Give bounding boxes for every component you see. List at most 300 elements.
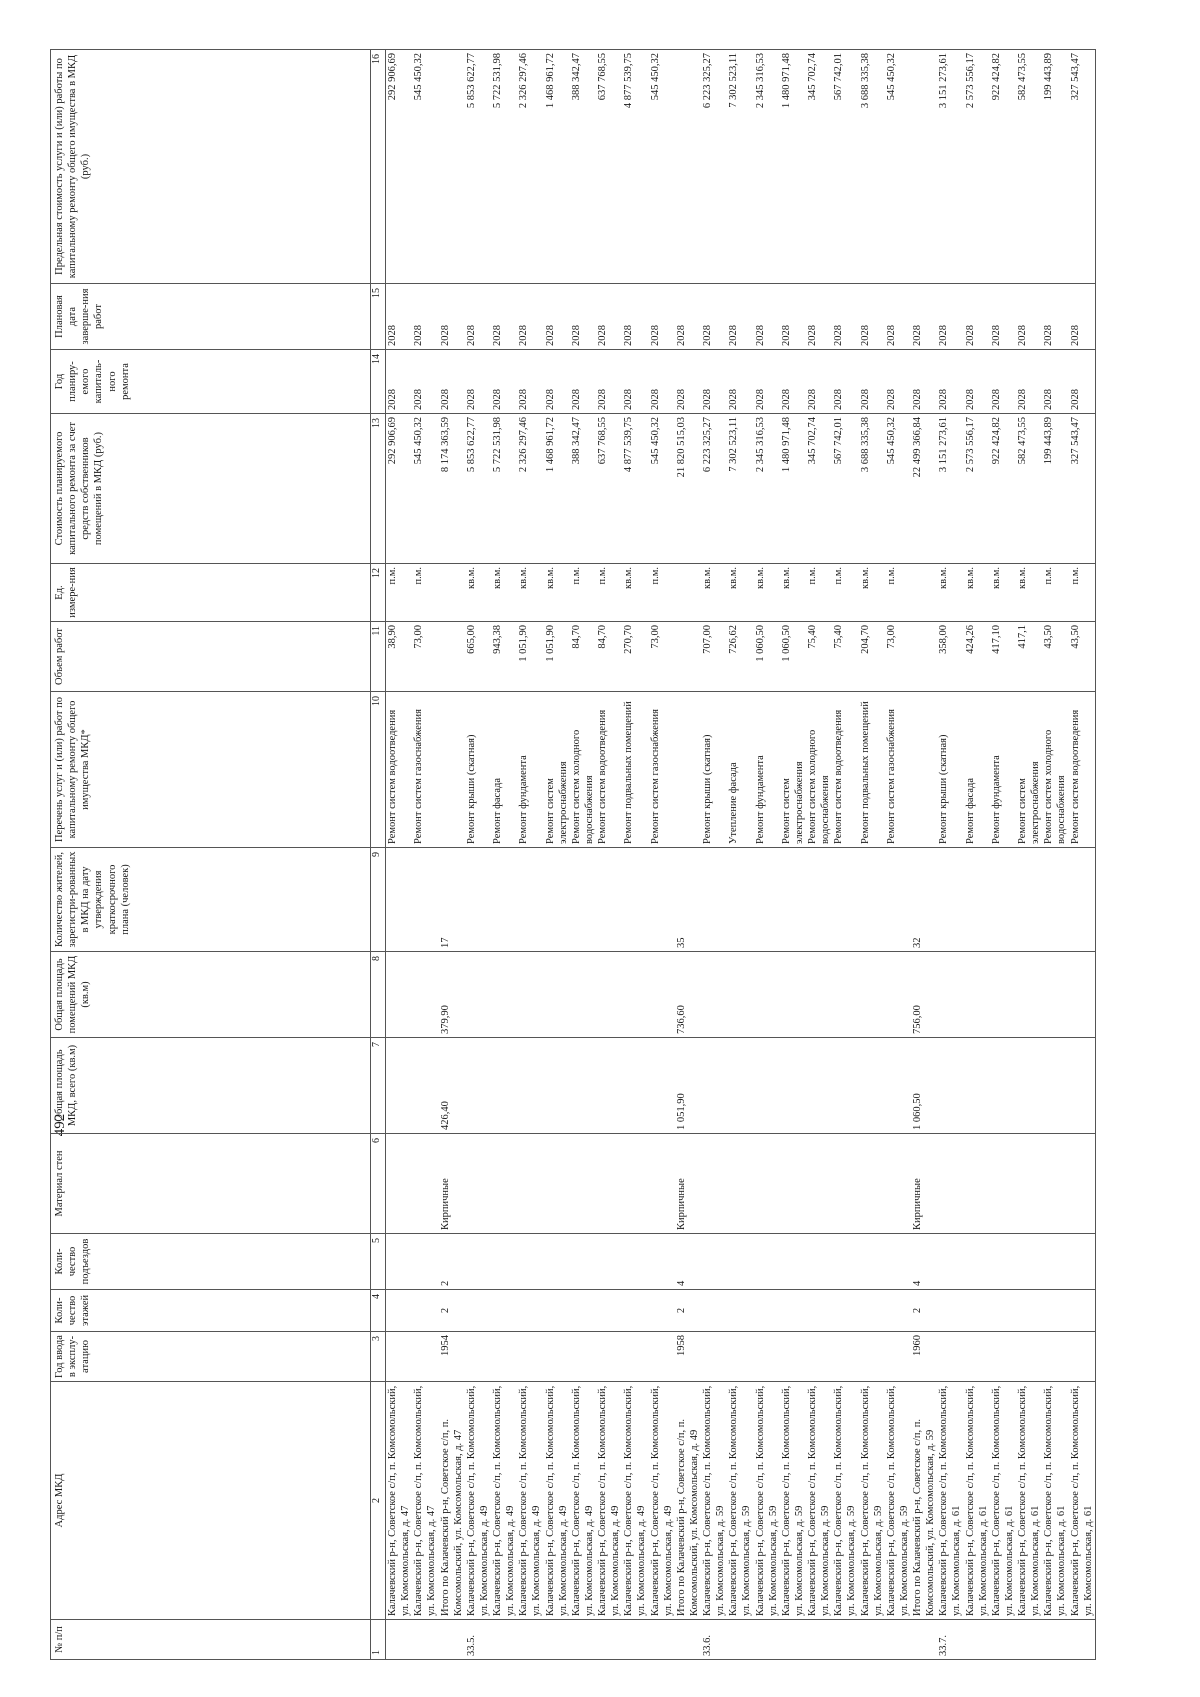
cost-cell: 582 473,55 [1016,414,1042,564]
volume-cell: 84,70 [570,622,596,692]
address-cell: Калачевский р-н, Советское с/п, п. Комсомольский, ул. Комсомольская, д. 49 [517,1382,543,1620]
end-date-cell: 2028 [491,284,517,350]
residents-cell [885,848,911,952]
column-number: 11 [371,622,386,692]
total-area-cell [1042,1038,1068,1134]
total-area-cell [1016,1038,1042,1134]
plan-year-cell: 2028 [649,350,675,414]
end-date-cell: 2028 [596,284,622,350]
unit-cell: кв.м. [859,564,885,622]
total-area-cell [386,1038,413,1134]
column-number: 5 [371,1234,386,1290]
material-cell [832,1134,858,1234]
work-type-cell: Ремонт систем газоснабжения [885,692,911,848]
plan-year-cell: 2028 [491,350,517,414]
residents-cell [832,848,858,952]
unit-cell: кв.м. [964,564,990,622]
volume-cell: 417,1 [1016,622,1042,692]
work-type-cell: Ремонт систем электроснабжения [780,692,806,848]
total-area-cell [491,1038,517,1134]
end-date-cell: 2028 [832,284,858,350]
work-type-cell: Ремонт фундамента [754,692,780,848]
plan-year-cell: 2028 [465,350,491,414]
cost-cell: 922 424,82 [990,414,1016,564]
floors-cell [990,1290,1016,1332]
year-cell [596,1332,622,1382]
unit-cell: кв.м. [701,564,727,622]
column-header: Материал стен [51,1134,371,1234]
rooms-area-cell [964,952,990,1038]
end-date-cell: 2028 [465,284,491,350]
year-cell [1042,1332,1068,1382]
max-cost-cell: 567 742,01 [832,50,858,284]
end-date-cell: 2028 [780,284,806,350]
volume-cell [675,622,701,692]
material-cell [517,1134,543,1234]
table-row [937,50,963,1660]
address-cell: Калачевский р-н, Советское с/п, п. Комсомольский, ул. Комсомольская, д. 59 [701,1382,727,1620]
residents-cell [544,848,570,952]
rooms-area-cell [832,952,858,1038]
volume-cell: 1 051,90 [517,622,543,692]
row-number: 33.5. [465,1620,491,1660]
residents-cell [649,848,675,952]
year-cell [806,1332,832,1382]
residents-cell [780,848,806,952]
end-date-cell: 2028 [675,284,701,350]
max-cost-cell: 345 702,74 [806,50,832,284]
cost-cell: 2 573 556,17 [964,414,990,564]
row-number [596,1620,622,1660]
volume-cell: 1 060,50 [754,622,780,692]
row-number [622,1620,648,1660]
table-row [911,50,937,1660]
rooms-area-cell [596,952,622,1038]
cost-cell: 567 742,01 [832,414,858,564]
end-date-cell: 2028 [649,284,675,350]
row-number [491,1620,517,1660]
material-cell: Кирпичные [911,1134,937,1234]
cost-cell: 3 688 335,38 [859,414,885,564]
row-number [859,1620,885,1660]
total-area-cell [465,1038,491,1134]
row-number [675,1620,701,1660]
year-cell [544,1332,570,1382]
total-area-cell [622,1038,648,1134]
column-number: 9 [371,848,386,952]
material-cell [1016,1134,1042,1234]
floors-cell [806,1290,832,1332]
end-date-cell: 2028 [386,284,413,350]
table-header [51,50,386,1660]
total-area-cell [596,1038,622,1134]
row-number [990,1620,1016,1660]
end-date-cell: 2028 [937,284,963,350]
max-cost-cell: 199 443,89 [1042,50,1068,284]
address-cell: Итого по Калачевский р-н, Советское с/п, п. Комсомольский, ул. Комсомольская, д. 59 [911,1382,937,1620]
rooms-area-cell [570,952,596,1038]
unit-cell [911,564,937,622]
volume-cell: 1 060,50 [780,622,806,692]
material-cell [964,1134,990,1234]
cost-cell: 7 302 523,11 [727,414,753,564]
entrances-cell [386,1234,413,1290]
plan-year-cell: 2028 [1016,350,1042,414]
floors-cell [465,1290,491,1332]
column-number: 14 [371,350,386,414]
column-header: Предельная стоимость услуги и (или) работы по капитальному ремонту общего имущества в МКД (руб.) [51,50,371,284]
address-cell: Калачевский р-н, Советское с/п, п. Комсомольский, ул. Комсомольская, д. 59 [859,1382,885,1620]
residents-cell: 17 [439,848,465,952]
column-header: Коли-чество этажей [51,1290,371,1332]
row-number [386,1620,413,1660]
year-cell [885,1332,911,1382]
work-type-cell: Ремонт систем водоотведения [832,692,858,848]
volume-cell: 73,00 [412,622,438,692]
total-area-cell [649,1038,675,1134]
plan-year-cell: 2028 [754,350,780,414]
plan-year-cell: 2028 [439,350,465,414]
total-area-cell [517,1038,543,1134]
unit-cell: п.м. [1042,564,1068,622]
address-cell: Калачевский р-н, Советское с/п, п. Комсомольский, ул. Комсомольская, д. 47 [386,1382,413,1620]
volume-cell: 75,40 [806,622,832,692]
cost-cell: 8 174 363,59 [439,414,465,564]
max-cost-cell [439,50,465,284]
total-area-cell: 1 051,90 [675,1038,701,1134]
work-type-cell: Ремонт систем электроснабжения [544,692,570,848]
volume-cell: 707,00 [701,622,727,692]
max-cost-cell: 388 342,47 [570,50,596,284]
volume-cell: 665,00 [465,622,491,692]
max-cost-cell: 582 473,55 [1016,50,1042,284]
rooms-area-cell [885,952,911,1038]
table-row [727,50,753,1660]
year-cell [465,1332,491,1382]
rooms-area-cell [412,952,438,1038]
table-row [964,50,990,1660]
address-cell: Итого по Калачевский р-н, Советское с/п, п. Комсомольский, ул. Комсомольская, д. 47 [439,1382,465,1620]
residents-cell [517,848,543,952]
residents-cell [596,848,622,952]
unit-cell: п.м. [412,564,438,622]
floors-cell [885,1290,911,1332]
plan-year-cell: 2028 [885,350,911,414]
table-row [675,50,701,1660]
work-type-cell: Ремонт фундамента [990,692,1016,848]
year-cell [727,1332,753,1382]
row-number [544,1620,570,1660]
total-area-cell [990,1038,1016,1134]
floors-cell [1069,1290,1096,1332]
rooms-area-cell [1069,952,1096,1038]
volume-cell: 726,62 [727,622,753,692]
volume-cell: 417,10 [990,622,1016,692]
plan-year-cell: 2028 [990,350,1016,414]
rooms-area-cell [727,952,753,1038]
work-type-cell: Ремонт подвальных помещений [859,692,885,848]
total-area-cell: 426,40 [439,1038,465,1134]
address-cell: Калачевский р-н, Советское с/п, п. Комсомольский, ул. Комсомольская, д. 49 [465,1382,491,1620]
unit-cell: п.м. [806,564,832,622]
table-row [990,50,1016,1660]
end-date-cell: 2028 [517,284,543,350]
entrances-cell: 2 [439,1234,465,1290]
entrances-cell [622,1234,648,1290]
cost-cell: 5 722 531,98 [491,414,517,564]
year-cell [859,1332,885,1382]
total-area-cell [701,1038,727,1134]
floors-cell [727,1290,753,1332]
max-cost-cell: 637 768,55 [596,50,622,284]
unit-cell: кв.м. [937,564,963,622]
end-date-cell: 2028 [439,284,465,350]
year-cell: 1960 [911,1332,937,1382]
table-row [806,50,832,1660]
end-date-cell: 2028 [727,284,753,350]
entrances-cell [964,1234,990,1290]
volume-cell: 424,26 [964,622,990,692]
rooms-area-cell [990,952,1016,1038]
address-cell: Калачевский р-н, Советское с/п, п. Комсомольский, ул. Комсомольская, д. 49 [649,1382,675,1620]
max-cost-cell: 2 345 316,53 [754,50,780,284]
volume-cell [439,622,465,692]
address-cell: Калачевский р-н, Советское с/п, п. Комсомольский, ул. Комсомольская, д. 61 [1069,1382,1096,1620]
residents-cell [570,848,596,952]
column-header: Ед. измере-ния [51,564,371,622]
cost-cell: 545 450,32 [885,414,911,564]
year-cell [1069,1332,1096,1382]
cost-cell: 6 223 325,27 [701,414,727,564]
cost-cell: 637 768,55 [596,414,622,564]
year-cell [649,1332,675,1382]
max-cost-cell: 4 877 539,75 [622,50,648,284]
year-cell [1016,1332,1042,1382]
table-row [885,50,911,1660]
work-type-cell [439,692,465,848]
year-cell [964,1332,990,1382]
year-cell [780,1332,806,1382]
total-area-cell [832,1038,858,1134]
residents-cell [622,848,648,952]
column-header: Количество жителей, зарегистри-рованных в МКД на дату утверждения краткосрочного плана (человек) [51,848,371,952]
row-number [649,1620,675,1660]
rooms-area-cell [937,952,963,1038]
plan-year-cell: 2028 [544,350,570,414]
floors-cell [412,1290,438,1332]
table-row [544,50,570,1660]
work-type-cell: Ремонт систем холодного водоснабжения [570,692,596,848]
column-number: 12 [371,564,386,622]
plan-year-cell: 2028 [727,350,753,414]
year-cell: 1958 [675,1332,701,1382]
table-row [439,50,465,1660]
cost-cell: 388 342,47 [570,414,596,564]
unit-cell: п.м. [1069,564,1096,622]
plan-year-cell: 2028 [780,350,806,414]
address-cell: Калачевский р-н, Советское с/п, п. Комсомольский, ул. Комсомольская, д. 61 [937,1382,963,1620]
cost-cell: 3 151 273,61 [937,414,963,564]
table-row [1042,50,1068,1660]
floors-cell [596,1290,622,1332]
plan-year-cell: 2028 [675,350,701,414]
total-area-cell [964,1038,990,1134]
max-cost-cell [911,50,937,284]
rooms-area-cell: 756,00 [911,952,937,1038]
plan-year-cell: 2028 [1042,350,1068,414]
material-cell [491,1134,517,1234]
entrances-cell [649,1234,675,1290]
cost-cell: 4 877 539,75 [622,414,648,564]
total-area-cell: 1 060,50 [911,1038,937,1134]
total-area-cell [780,1038,806,1134]
entrances-cell [1042,1234,1068,1290]
cost-cell: 545 450,32 [412,414,438,564]
rooms-area-cell [1042,952,1068,1038]
plan-year-cell: 2028 [386,350,413,414]
column-number: 6 [371,1134,386,1234]
rooms-area-cell [517,952,543,1038]
row-number [1042,1620,1068,1660]
row-number [832,1620,858,1660]
row-number [911,1620,937,1660]
table-row [649,50,675,1660]
floors-cell [517,1290,543,1332]
address-cell: Калачевский р-н, Советское с/п, п. Комсомольский, ул. Комсомольская, д. 49 [491,1382,517,1620]
unit-cell: п.м. [649,564,675,622]
total-area-cell [1069,1038,1096,1134]
row-number: 33.7. [937,1620,963,1660]
row-number [964,1620,990,1660]
row-number [570,1620,596,1660]
table-row [622,50,648,1660]
entrances-cell [990,1234,1016,1290]
cost-cell: 345 702,74 [806,414,832,564]
material-cell [806,1134,832,1234]
floors-cell [964,1290,990,1332]
work-type-cell: Ремонт крыши (скатная) [465,692,491,848]
column-number: 2 [371,1382,386,1620]
column-header: Перечень услуг и (или) работ по капитальному ремонту общего имущества МКД* [51,692,371,848]
work-type-cell: Ремонт систем водоотведения [596,692,622,848]
material-cell [701,1134,727,1234]
residents-cell [491,848,517,952]
volume-cell: 358,00 [937,622,963,692]
residents-cell [859,848,885,952]
table-row [412,50,438,1660]
unit-cell: кв.м. [517,564,543,622]
address-cell: Калачевский р-н, Советское с/п, п. Комсомольский, ул. Комсомольская, д. 59 [885,1382,911,1620]
cost-cell: 199 443,89 [1042,414,1068,564]
residents-cell [754,848,780,952]
total-area-cell [754,1038,780,1134]
max-cost-cell: 922 424,82 [990,50,1016,284]
year-cell [622,1332,648,1382]
year-cell: 1954 [439,1332,465,1382]
year-cell [937,1332,963,1382]
rooms-area-cell: 379,90 [439,952,465,1038]
floors-cell [701,1290,727,1332]
end-date-cell: 2028 [622,284,648,350]
entrances-cell: 4 [911,1234,937,1290]
entrances-cell [1016,1234,1042,1290]
end-date-cell: 2028 [701,284,727,350]
table-row [596,50,622,1660]
address-cell: Калачевский р-н, Советское с/п, п. Комсомольский, ул. Комсомольская, д. 61 [1042,1382,1068,1620]
cost-cell: 5 853 622,77 [465,414,491,564]
max-cost-cell: 292 906,69 [386,50,413,284]
end-date-cell: 2028 [859,284,885,350]
material-cell [727,1134,753,1234]
cost-cell: 2 345 316,53 [754,414,780,564]
work-type-cell: Ремонт фасада [964,692,990,848]
floors-cell [937,1290,963,1332]
table-row [1016,50,1042,1660]
end-date-cell: 2028 [412,284,438,350]
unit-cell [439,564,465,622]
address-cell: Калачевский р-н, Советское с/п, п. Комсомольский, ул. Комсомольская, д. 47 [412,1382,438,1620]
column-header: Год планиру-емого капиталь-ного ремонта [51,350,371,414]
residents-cell: 32 [911,848,937,952]
work-type-cell: Ремонт систем электроснабжения [1016,692,1042,848]
max-cost-cell: 6 223 325,27 [701,50,727,284]
max-cost-cell: 7 302 523,11 [727,50,753,284]
rooms-area-cell [465,952,491,1038]
total-area-cell [544,1038,570,1134]
column-number: 1 [371,1620,386,1660]
rooms-area-cell [544,952,570,1038]
floors-cell [832,1290,858,1332]
material-cell: Кирпичные [439,1134,465,1234]
material-cell [885,1134,911,1234]
cost-cell: 1 468 961,72 [544,414,570,564]
year-cell [570,1332,596,1382]
material-cell [1069,1134,1096,1234]
unit-cell: кв.м. [1016,564,1042,622]
residents-cell [465,848,491,952]
rooms-area-cell [622,952,648,1038]
max-cost-cell: 5 722 531,98 [491,50,517,284]
entrances-cell [832,1234,858,1290]
floors-cell [622,1290,648,1332]
floors-cell [780,1290,806,1332]
work-type-cell: Ремонт фундамента [517,692,543,848]
residents-cell [727,848,753,952]
residents-cell [1016,848,1042,952]
floors-cell: 2 [439,1290,465,1332]
residents-cell [1069,848,1096,952]
end-date-cell: 2028 [1069,284,1096,350]
rooms-area-cell [859,952,885,1038]
cost-cell: 1 480 971,48 [780,414,806,564]
floors-cell: 2 [911,1290,937,1332]
column-header: Объем работ [51,622,371,692]
column-header: Плановая дата заверше-ния работ [51,284,371,350]
column-header: Общая площадь помещений МКД (кв.м) [51,952,371,1038]
end-date-cell: 2028 [754,284,780,350]
material-cell [780,1134,806,1234]
entrances-cell [570,1234,596,1290]
end-date-cell: 2028 [544,284,570,350]
unit-cell: п.м. [570,564,596,622]
floors-cell [1042,1290,1068,1332]
row-number [439,1620,465,1660]
work-type-cell: Ремонт систем водоотведения [386,692,413,848]
volume-cell: 204,70 [859,622,885,692]
row-number [727,1620,753,1660]
plan-year-cell: 2028 [596,350,622,414]
unit-cell: кв.м. [727,564,753,622]
